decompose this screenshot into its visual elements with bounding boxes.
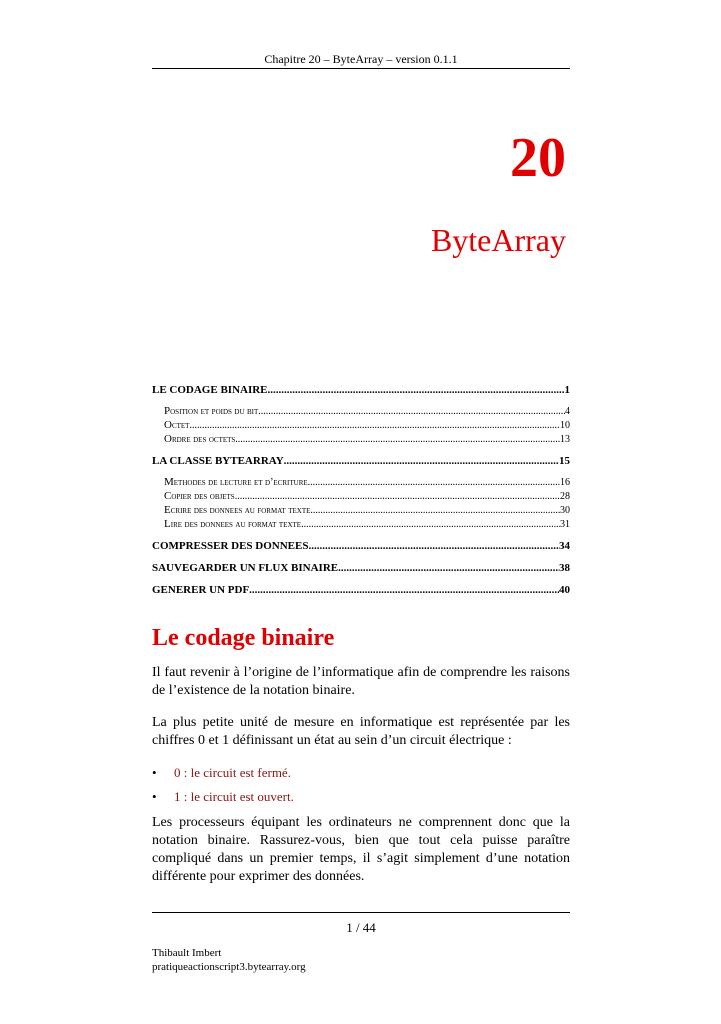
footer-credits <box>152 946 306 974</box>
paragraph: La plus petite unité de mesure en informatique est représentée par les chiffres 0 et 1 définissant un état au sein d’un circuit électrique : <box>152 715 570 748</box>
bullet-list <box>152 764 570 806</box>
toc-entry[interactable]: Octet ..... 10 <box>152 419 570 431</box>
running-header: Chapitre 20 – ByteArray – version 0.1.1 <box>264 52 458 66</box>
page-number: 1 / 44 <box>346 920 376 935</box>
list-item: • 0 : le circuit est fermé. <box>152 765 291 780</box>
bullet-icon: • <box>152 765 157 780</box>
toc-entry[interactable]: COMPRESSER DES DONNEES ..... 34 <box>152 540 570 552</box>
paragraph: Il faut revenir à l’origine de l’informatique afin de comprendre les raisons de l’existence de la notation binaire. <box>152 665 570 698</box>
toc-entry[interactable]: Methodes de lecture et d’ecriture ..... 16 <box>152 476 570 488</box>
list-item: • 1 : le circuit est ouvert. <box>152 789 294 804</box>
toc-entry[interactable]: Copier des objets ..... 28 <box>152 490 570 502</box>
toc-entry[interactable]: Position et poids du bit ..... 4 <box>152 405 570 417</box>
footer-rule <box>152 912 570 913</box>
section-body <box>152 664 570 900</box>
toc-entry[interactable]: LA CLASSE BYTEARRAY ..... 15 <box>152 455 570 467</box>
section-heading: Le codage binaire <box>152 625 335 651</box>
toc-entry[interactable]: Ordre des octets ..... 13 <box>152 433 570 445</box>
bullet-icon: • <box>152 789 157 804</box>
toc-entry[interactable]: SAUVEGARDER UN FLUX BINAIRE ..... 38 <box>152 562 570 574</box>
header-rule <box>152 68 570 69</box>
table-of-contents <box>152 384 570 605</box>
chapter-number: 20 <box>510 127 566 189</box>
author-name: Thibault Imbert <box>152 947 222 959</box>
website-link[interactable]: pratiqueactionscript3.bytearray.org <box>152 961 306 973</box>
paragraph: Les processeurs équipant les ordinateurs ne comprennent donc que la notation binaire. Rassurez-vous, bien que tout cela puisse paraître compliqué dans un premier temps, il s’agit simplement d’une notation différente pour exprimer des données. <box>152 815 570 884</box>
toc-entry[interactable]: GENERER UN PDF ..... 40 <box>152 584 570 596</box>
toc-entry[interactable]: LE CODAGE BINAIRE ..... 1 <box>152 384 570 396</box>
toc-entry[interactable]: Lire des donnees au format texte ..... 31 <box>152 518 570 530</box>
toc-entry[interactable]: Ecrire des donnees au format texte ..... 30 <box>152 504 570 516</box>
chapter-title: ByteArray <box>430 222 566 258</box>
